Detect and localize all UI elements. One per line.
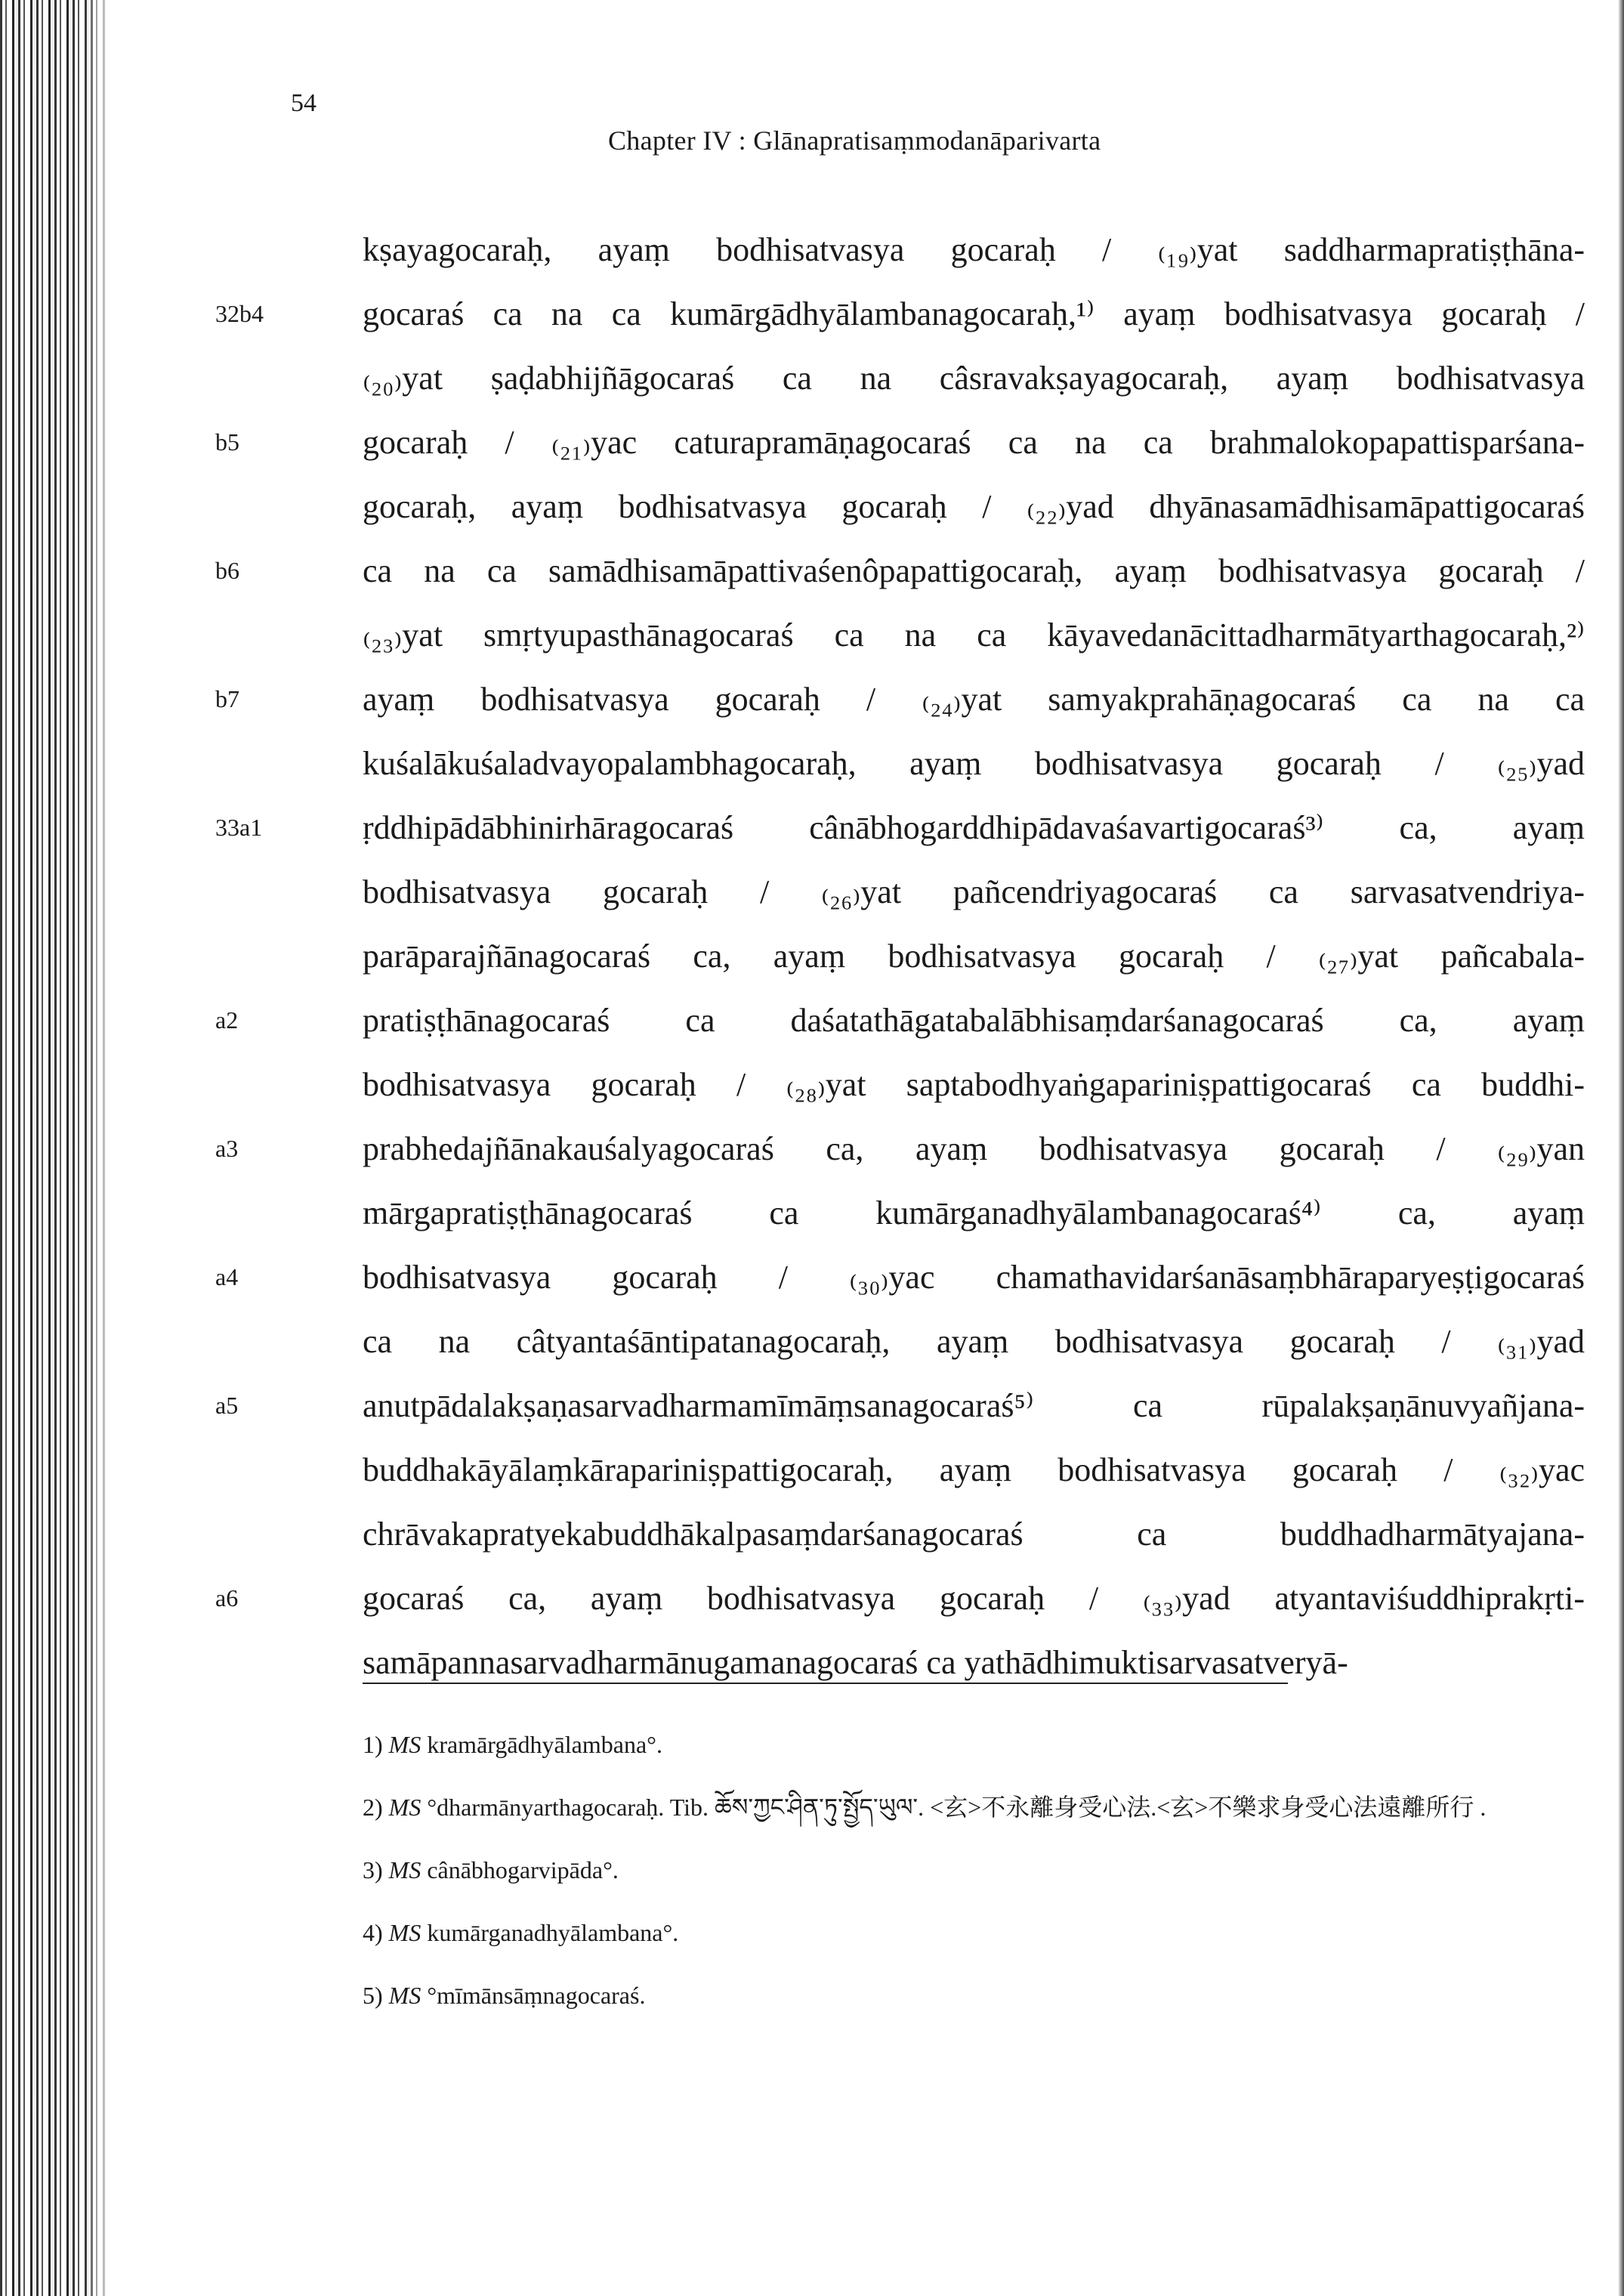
footnote [363, 1726, 1601, 1763]
text-line [215, 539, 1585, 603]
line-text: chrāvakapratyekabuddhākalpasaṃdarśanagocaraś ca buddhadharmātyajana- [363, 1516, 1585, 1553]
line-text: ₍₂₃₎yat smṛtyupasthānagocaraś ca na ca kāyavedanācittadharmātyarthagocaraḥ,²⁾ [363, 616, 1585, 654]
footnote-number: 2) [363, 1794, 383, 1821]
line-text: buddhakāyālaṃkārapariniṣpattigocaraḥ, ayaṃ bodhisatvasya gocaraḥ / ₍₃₂₎yac [363, 1451, 1585, 1488]
footnote-number: 5) [363, 1982, 383, 2009]
text-line [215, 1245, 1585, 1309]
footnote-ms-label: MS [388, 1731, 421, 1758]
footnote [363, 1852, 1601, 1888]
main-text [215, 218, 1585, 1695]
line-text: kṣayagocaraḥ, ayaṃ bodhisatvasya gocaraḥ / ₍₁₉₎yat saddharmapratiṣṭhāna- [363, 231, 1585, 268]
text-line [363, 1438, 1585, 1502]
line-text: anutpādalakṣaṇasarvadharmamīmāṃsanagocaraś⁵⁾ ca rūpalakṣaṇānuvyañjana- [363, 1387, 1585, 1424]
margin-folio-ref: a6 [215, 1584, 239, 1612]
footnote [363, 1977, 1601, 2013]
margin-folio-ref: a3 [215, 1135, 239, 1162]
line-text: gocaraḥ, ayaṃ bodhisatvasya gocaraḥ / ₍₂₂₎yad dhyānasamādhisamāpattigocaraś [363, 488, 1585, 525]
text-line [363, 1052, 1585, 1117]
footnote-rule [363, 1683, 1288, 1684]
text-line [363, 603, 1585, 667]
margin-folio-ref: b7 [215, 685, 239, 712]
footnote-ms-label: MS [388, 1794, 421, 1821]
text-line [363, 474, 1585, 539]
line-text: samāpannasarvadharmānugamanagocaraś ca yathādhimuktisarvasatveryā- [363, 1644, 1348, 1681]
text-line [215, 796, 1585, 860]
footnote-text: cânābhogarvipāda°. [427, 1856, 619, 1883]
line-text: bodhisatvasya gocaraḥ / ₍₃₀₎yac chamathavidarśanāsaṃbhāraparyeṣṭigocaraś [363, 1259, 1585, 1296]
text-line [215, 1566, 1585, 1630]
margin-folio-ref: a4 [215, 1263, 239, 1290]
text-line [215, 988, 1585, 1052]
margin-folio-ref: a2 [215, 1006, 239, 1034]
line-text: bodhisatvasya gocaraḥ / ₍₂₈₎yat saptabodhyaṅgapariniṣpattigocaraś ca buddhi- [363, 1066, 1585, 1103]
line-text: ca na câtyantaśāntipatanagocaraḥ, ayaṃ bodhisatvasya gocaraḥ / ₍₃₁₎yad [363, 1323, 1585, 1360]
text-line [215, 1117, 1585, 1181]
margin-folio-ref: 32b4 [215, 300, 264, 327]
scan-binding-fade [83, 0, 113, 2296]
line-text: parāparajñānagocaraś ca, ayaṃ bodhisatvasya gocaraḥ / ₍₂₇₎yat pañcabala- [363, 938, 1585, 975]
text-line [215, 667, 1585, 731]
text-line [363, 1309, 1585, 1374]
footnote-ms-label: MS [388, 1982, 421, 2009]
text-line [363, 860, 1585, 924]
text-line [363, 924, 1585, 988]
text-line [363, 731, 1585, 796]
footnote-ms-label: MS [388, 1919, 421, 1946]
page-number: 54 [291, 89, 316, 117]
line-text: ca na ca samādhisamāpattivaśenôpapattigocaraḥ, ayaṃ bodhisatvasya gocaraḥ / [363, 552, 1585, 589]
running-head: Chapter IV : Glānapratisaṃmodanāparivarta [608, 125, 1101, 156]
line-text: kuśalākuśaladvayopalambhagocaraḥ, ayaṃ bodhisatvasya gocaraḥ / ₍₂₅₎yad [363, 745, 1585, 782]
line-text: pratiṣṭhānagocaraś ca daśatathāgatabalābhisaṃdarśanagocaraś ca, ayaṃ [363, 1002, 1585, 1039]
footnote-ms-label: MS [388, 1856, 421, 1883]
footnote-text: kramārgādhyālambana°. [427, 1731, 662, 1758]
text-line [363, 346, 1585, 410]
text-line [363, 1630, 1585, 1695]
line-text: prabhedajñānakauśalyagocaraś ca, ayaṃ bodhisatvasya gocaraḥ / ₍₂₉₎yan [363, 1130, 1585, 1167]
margin-folio-ref: b5 [215, 428, 239, 456]
text-line [215, 282, 1585, 346]
line-text: ṛddhipādābhinirhāragocaraś cânābhogarddhipādavaśavartigocaraś³⁾ ca, ayaṃ [363, 809, 1585, 846]
margin-folio-ref: 33a1 [215, 814, 263, 841]
text-line [215, 1374, 1585, 1438]
line-text: gocaraś ca na ca kumārgādhyālambanagocaraḥ,¹⁾ ayaṃ bodhisatvasya gocaraḥ / [363, 295, 1585, 332]
footnote-number: 1) [363, 1731, 383, 1758]
line-text: gocaraś ca, ayaṃ bodhisatvasya gocaraḥ / ₍₃₃₎yad atyantaviśuddhiprakṛti- [363, 1580, 1585, 1617]
scan-right-edge [1618, 0, 1624, 2296]
text-line [363, 1502, 1585, 1566]
footnote-text: °mīmānsāṃnagocaraś. [427, 1982, 646, 2009]
text-line [363, 1181, 1585, 1245]
margin-folio-ref: b6 [215, 557, 239, 584]
text-line [215, 410, 1585, 474]
line-text: bodhisatvasya gocaraḥ / ₍₂₆₎yat pañcendriyagocaraś ca sarvasatvendriya- [363, 873, 1585, 910]
footnote [363, 1789, 1601, 1825]
footnote-text: °dharmānyarthagocaraḥ. Tib. ཆོས་ཀྱང་ཤིན་ཏུ་སྤྱོད་ཡུལ་. <玄>不永離身受心法.<玄>不樂求身受心法遠離所行 . [427, 1794, 1487, 1821]
line-text: gocaraḥ / ₍₂₁₎yac caturapramāṇagocaraś ca na ca brahmalokopapattisparśana- [363, 424, 1585, 461]
text-line [363, 218, 1585, 282]
line-text: mārgapratiṣṭhānagocaraś ca kumārganadhyālambanagocaraś⁴⁾ ca, ayaṃ [363, 1194, 1585, 1231]
footnote-number: 3) [363, 1856, 383, 1883]
margin-folio-ref: a5 [215, 1392, 239, 1419]
footnote [363, 1914, 1601, 1951]
line-text: ₍₂₀₎yat ṣaḍabhijñāgocaraś ca na câsravakṣayagocaraḥ, ayaṃ bodhisatvasya [363, 360, 1585, 397]
footnotes [363, 1726, 1601, 2040]
line-text: ayaṃ bodhisatvasya gocaraḥ / ₍₂₄₎yat samyakprahāṇagocaraś ca na ca [363, 681, 1585, 718]
footnote-text: kumārganadhyālambana°. [427, 1919, 679, 1946]
footnote-number: 4) [363, 1919, 383, 1946]
